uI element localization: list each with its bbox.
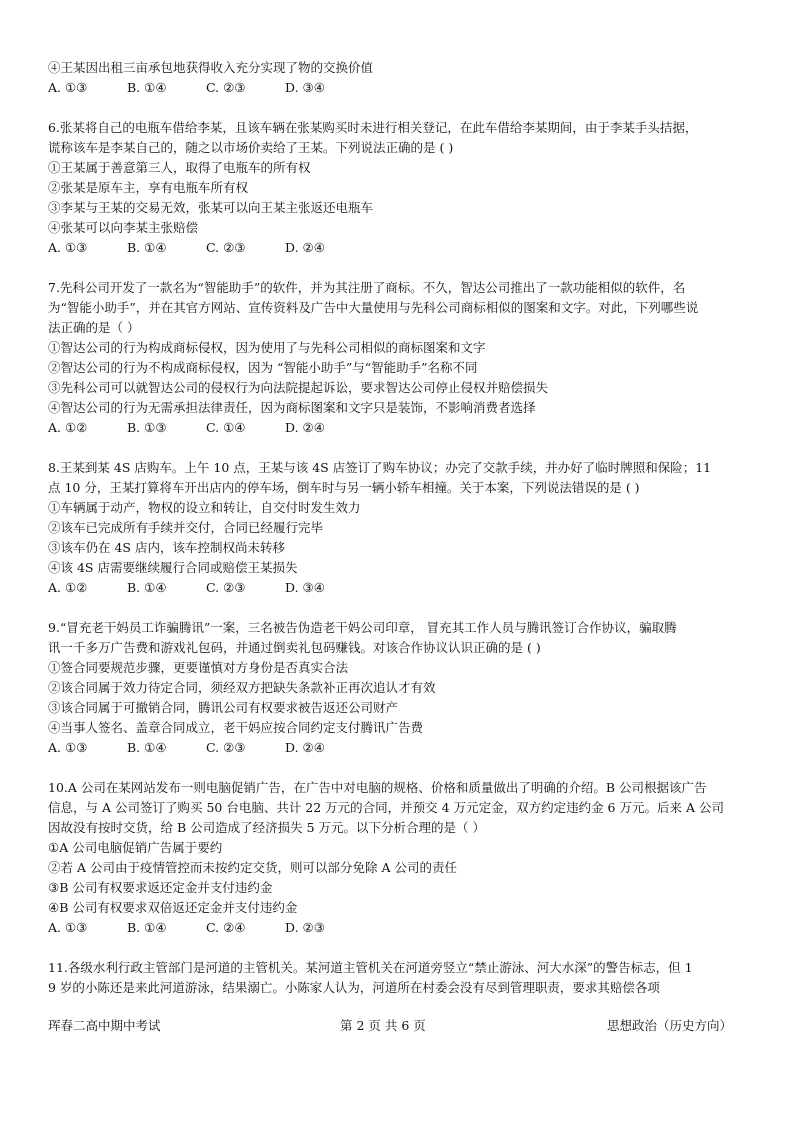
text-line: ①签合同要规范步骤，更要谨慎对方身份是否真实合法 [48, 660, 349, 675]
answer-option: B. ①④ [127, 920, 167, 935]
answer-option: A. ①② [48, 580, 88, 595]
text-line: 6.张某将自己的电瓶车借给李某，且该车辆在张某购买时未进行相关登记，在此车借给李某期间，由于李某手头拮据， [48, 120, 698, 135]
answer-option: B. ①④ [127, 580, 167, 595]
text-line: ②智达公司的行为不构成商标侵权，因为 “智能小助手”与“智能助手”名称不同 [48, 360, 478, 375]
text-line: ③该车仍在 4S 店内，该车控制权尚未转移 [48, 540, 285, 555]
answer-option: A. ①③ [48, 740, 88, 755]
answer-options [48, 240, 364, 256]
footer-school: 珲春二高中期中考试 [48, 1018, 161, 1033]
answer-option: B. ①④ [127, 80, 167, 95]
text-line: 10.A 公司在某网站发布一则电脑促销广告，在广告中对电脑的规格、价格和质量做出了明确的介绍。B 公司根据该广告 [48, 780, 707, 795]
answer-option: B. ①④ [127, 740, 167, 755]
text-line: 谎称该车是李某自己的，随之以市场价卖给了王某。下列说法正确的是 ( ) [48, 140, 454, 155]
text-line: 7.先科公司开发了一款名为“智能助手”的软件，并为其注册了商标。不久，智达公司推出了一款功能相似的软件，名 [48, 280, 686, 295]
footer-page-number: 第 2 页 共 6 页 [340, 1018, 426, 1033]
text-line: 8.王某到某 4S 店购车。上午 10 点，王某与该 4S 店签订了购车协议；办完了交款手续，并办好了临时牌照和保险；11 [48, 460, 712, 475]
answer-option: A. ①③ [48, 80, 88, 95]
text-line: ③先科公司可以就智达公司的侵权行为向法院提起诉讼，要求智达公司停止侵权并赔偿损失 [48, 380, 549, 395]
footer-subject: 思想政治（历史方向） [607, 1018, 733, 1033]
answer-option: D. ②④ [285, 420, 325, 435]
answer-option: B. ①④ [127, 240, 167, 255]
text-line: 9.“冒充老干妈员工诈骗腾讯”一案，三名被告伪造老干妈公司印章， 冒充其工作人员与腾讯签订合作协议，骗取腾 [48, 620, 677, 635]
answer-option: C. ②③ [206, 740, 246, 755]
text-line: 9 岁的小陈还是来此河道游泳，结果溺亡。小陈家人认为，河道所在村委会没有尽到管理职责，要求其赔偿各项 [48, 980, 660, 995]
text-line: ④当事人签名、盖章合同成立，老干妈应按合同约定支付腾讯广告费 [48, 720, 424, 735]
text-line: 因故没有按时交货，给 B 公司造成了经济损失 5 万元。以下分析合理的是（ ） [48, 820, 486, 835]
text-line: ④王某因出租三亩承包地获得收入充分实现了物的交换价值 [48, 60, 374, 75]
text-line: ②张某是原车主，享有电瓶车所有权 [48, 180, 249, 195]
text-line: ③B 公司有权要求返还定金并支付违约金 [48, 880, 273, 895]
text-line: 点 10 分，王某打算将车开出店内的停车场，倒车时与另一辆小轿车相撞。关于本案，下列说法错误的是 ( ) [48, 480, 640, 495]
text-line: ①王某属于善意第三人，取得了电瓶车的所有权 [48, 160, 311, 175]
answer-option: C. ②③ [206, 80, 246, 95]
answer-option: D. ②④ [285, 240, 325, 255]
answer-options [48, 80, 364, 96]
text-line: 为“智能小助手”，并在其官方网站、宣传资料及广告中大量使用与先科公司商标相似的图案和文字。对此，下列哪些说 [48, 300, 699, 315]
answer-option: C. ②④ [206, 920, 246, 935]
text-line: ①车辆属于动产，物权的设立和转让，自交付时发生效力 [48, 500, 361, 515]
answer-options [48, 580, 364, 596]
answer-option: D. ②③ [285, 920, 325, 935]
text-line: ③该合同属于可撤销合同，腾讯公司有权要求被告返还公司财产 [48, 700, 399, 715]
text-line: ④B 公司有权要求双倍返还定金并支付违约金 [48, 900, 298, 915]
answer-option: A. ①② [48, 420, 88, 435]
answer-option: A. ①③ [48, 920, 88, 935]
text-line: ②该车已完成所有手续并交付，合同已经履行完毕 [48, 520, 324, 535]
text-line: ③李某与王某的交易无效，张某可以向王某主张返还电瓶车 [48, 200, 374, 215]
answer-option: D. ②④ [285, 740, 325, 755]
answer-options [48, 740, 364, 756]
text-line: ①A 公司电脑促销广告属于要约 [48, 840, 223, 855]
text-line: 信息，与 A 公司签订了购买 50 台电脑、共计 22 万元的合同，并预交 4 万元定金，双方约定违约金 6 万元。后来 A 公司 [48, 800, 724, 815]
answer-option: C. ②③ [206, 240, 246, 255]
text-line: ②该合同属于效力待定合同，须经双方把缺失条款补正再次追认才有效 [48, 680, 436, 695]
text-line: 法正确的是（ ） [48, 320, 140, 335]
answer-option: D. ③④ [285, 80, 325, 95]
answer-option: C. ①④ [206, 420, 246, 435]
answer-option: B. ①③ [127, 420, 167, 435]
text-line: ②若 A 公司由于疫情管控而未按约定交货，则可以部分免除 A 公司的责任 [48, 860, 457, 875]
answer-option: A. ①③ [48, 240, 88, 255]
text-line: ④智达公司的行为无需承担法律责任，因为商标图案和文字只是装饰，不影响消费者选择 [48, 400, 536, 415]
answer-options [48, 420, 364, 436]
text-line: 11.各级水利行政主管部门是河道的主管机关。某河道主管机关在河道旁竖立“禁止游泳、河大水深”的警告标志，但 1 [48, 960, 693, 975]
answer-option: C. ②③ [206, 580, 246, 595]
answer-options [48, 920, 364, 936]
text-line: ④张某可以向李某主张赔偿 [48, 220, 199, 235]
text-line: ④该 4S 店需要继续履行合同或赔偿王某损失 [48, 560, 298, 575]
text-line: 讯一千多万广告费和游戏礼包码，并通过倒卖礼包码赚钱。对该合作协议认识正确的是 ( ) [48, 640, 541, 655]
text-line: ①智达公司的行为构成商标侵权，因为使用了与先科公司相似的商标图案和文字 [48, 340, 486, 355]
answer-option: D. ③④ [285, 580, 325, 595]
